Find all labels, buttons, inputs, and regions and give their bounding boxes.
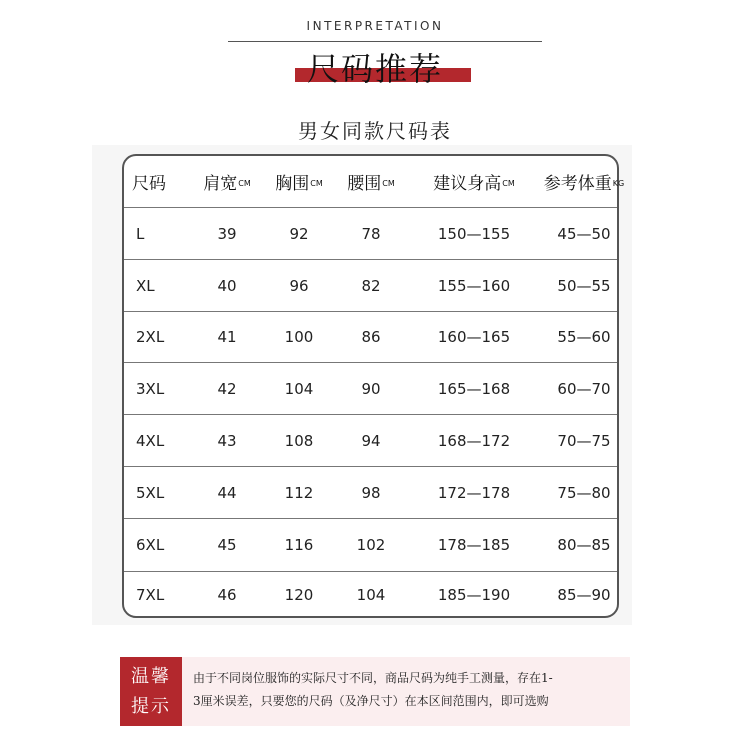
note-text bbox=[193, 667, 623, 713]
note-line-2: 3厘米误差，只要您的尺码（及净尺寸）在本区间范围内，即可选购 bbox=[193, 694, 549, 708]
column-header-unit: CM bbox=[502, 179, 515, 188]
table-cell: 40 bbox=[217, 276, 237, 295]
note-label-line2: 提示 bbox=[131, 695, 171, 717]
table-cell: 178—185 bbox=[437, 536, 511, 554]
table-cell: 112 bbox=[284, 483, 314, 502]
table-cell: 60—70 bbox=[557, 379, 611, 398]
table-cell: 85—90 bbox=[557, 586, 611, 604]
table-cell: 168—172 bbox=[437, 431, 511, 450]
table-cell: 160—165 bbox=[437, 328, 511, 346]
size-label-cell: 4XL bbox=[136, 431, 165, 450]
table-row bbox=[124, 415, 617, 467]
column-header bbox=[414, 156, 534, 207]
table-cell: 78 bbox=[361, 224, 381, 243]
table-row bbox=[124, 519, 617, 572]
size-label-cell: 5XL bbox=[136, 483, 165, 502]
table-cell: 172—178 bbox=[437, 483, 511, 502]
column-header bbox=[326, 156, 416, 207]
table-row bbox=[124, 208, 617, 260]
table-cell: 80—85 bbox=[557, 536, 611, 554]
table-cell: 39 bbox=[217, 224, 237, 243]
table-cell: 98 bbox=[361, 483, 381, 502]
table-cell: 44 bbox=[217, 483, 237, 502]
table-row bbox=[124, 312, 617, 363]
table-cell: 42 bbox=[217, 379, 237, 398]
table-cell: 43 bbox=[217, 431, 237, 450]
table-cell: 75—80 bbox=[557, 483, 611, 502]
column-header-label: 参考体重 bbox=[543, 174, 612, 194]
column-header-unit: CM bbox=[382, 179, 395, 188]
column-header-unit: KG bbox=[612, 179, 625, 188]
size-label-cell: 7XL bbox=[136, 586, 165, 604]
table-cell: 185—190 bbox=[437, 586, 511, 604]
size-label-cell: 6XL bbox=[136, 536, 165, 554]
table-cell: 108 bbox=[284, 431, 314, 450]
column-header-label: 腰围 bbox=[347, 174, 382, 194]
table-cell: 96 bbox=[289, 276, 309, 295]
size-label-cell: 2XL bbox=[136, 328, 165, 346]
column-header-label: 肩宽 bbox=[203, 174, 238, 194]
table-cell: 45—50 bbox=[557, 224, 611, 243]
table-cell: 165—168 bbox=[437, 379, 511, 398]
table-row bbox=[124, 363, 617, 415]
note-line-1: 由于不同岗位服饰的实际尺寸不同，商品尺码为纯手工测量，存在1- bbox=[193, 671, 553, 685]
table-cell: 55—60 bbox=[557, 328, 611, 346]
header-rule bbox=[228, 41, 542, 42]
table-subtitle: 男女同款尺码表 bbox=[298, 119, 452, 143]
table-cell: 50—55 bbox=[557, 276, 611, 295]
table-cell: 82 bbox=[361, 276, 381, 295]
table-cell: 100 bbox=[284, 328, 314, 346]
size-table bbox=[122, 154, 625, 618]
table-cell: 41 bbox=[217, 328, 237, 346]
table-cell: 46 bbox=[217, 586, 237, 604]
table-cell: 86 bbox=[361, 328, 381, 346]
table-cell: 116 bbox=[284, 536, 314, 554]
size-label-cell: XL bbox=[136, 276, 155, 295]
table-cell: 45 bbox=[217, 536, 237, 554]
table-cell: 155—160 bbox=[437, 276, 511, 295]
table-cell: 102 bbox=[356, 536, 386, 554]
table-cell: 70—75 bbox=[557, 431, 611, 450]
size-label-cell: 3XL bbox=[136, 379, 165, 398]
table-header-row bbox=[124, 156, 625, 208]
column-header-label: 建议身高 bbox=[433, 174, 502, 194]
table-cell: 92 bbox=[289, 224, 309, 243]
table-row bbox=[124, 467, 617, 519]
note-label bbox=[120, 657, 182, 726]
table-cell: 94 bbox=[361, 431, 381, 450]
eyebrow-text: INTERPRETATION bbox=[306, 19, 444, 33]
table-cell: 104 bbox=[356, 586, 386, 604]
note-label-line1: 温馨 bbox=[131, 665, 171, 687]
page-title: 尺码推荐 bbox=[306, 50, 443, 88]
column-header-label: 胸围 bbox=[275, 174, 310, 194]
table-row bbox=[124, 260, 617, 312]
table-cell: 90 bbox=[361, 379, 381, 398]
column-header-unit: CM bbox=[310, 179, 323, 188]
table-cell: 150—155 bbox=[437, 224, 511, 243]
table-cell: 120 bbox=[284, 586, 314, 604]
size-label-cell: L bbox=[136, 224, 145, 243]
table-cell: 104 bbox=[284, 379, 314, 398]
table-row bbox=[124, 572, 617, 618]
column-header-unit: CM bbox=[238, 179, 251, 188]
column-header-label: 尺码 bbox=[132, 174, 166, 194]
column-header bbox=[529, 156, 639, 207]
